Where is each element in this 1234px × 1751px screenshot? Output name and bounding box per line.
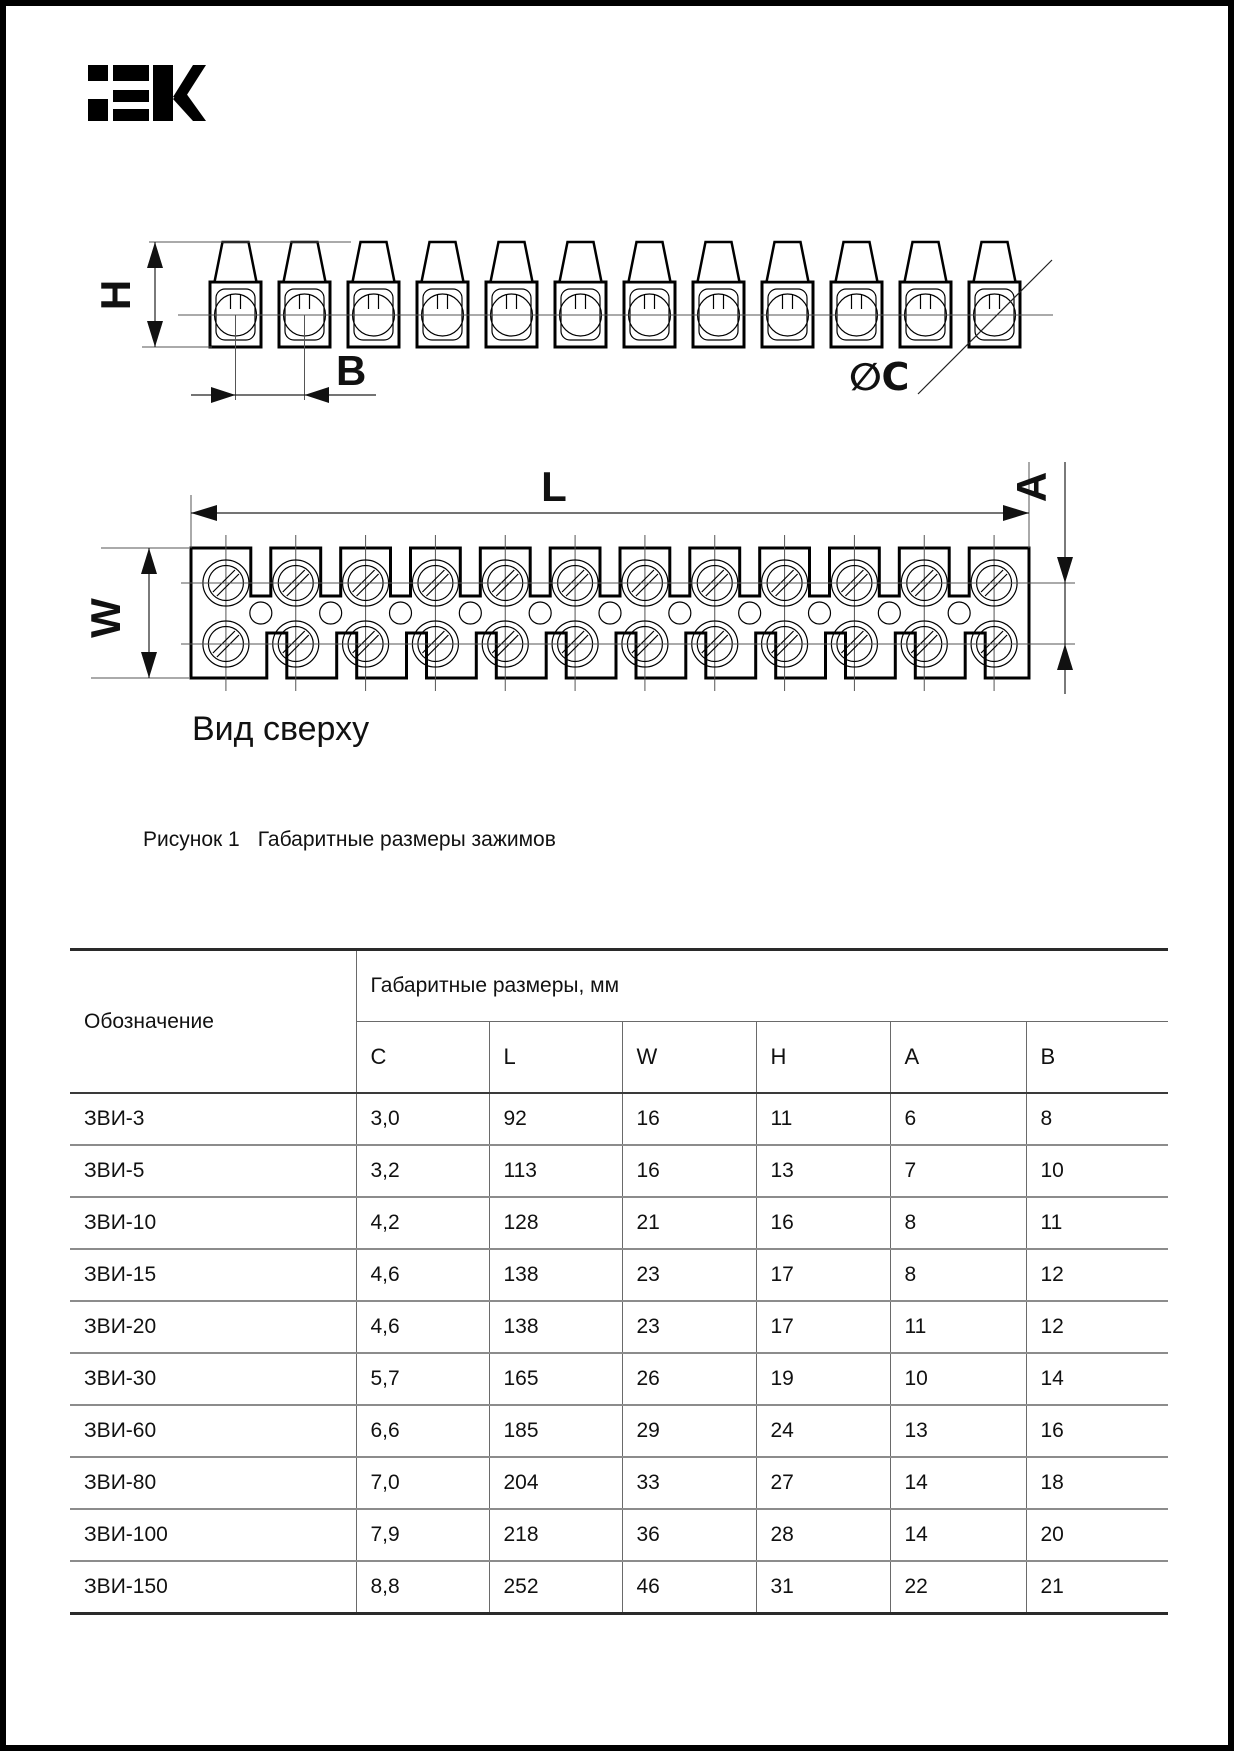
label-diameter-C: ∅C [849,355,910,399]
top-view-cell [552,535,598,691]
table-row [70,1301,1168,1353]
figure-caption [143,828,556,852]
top-view-hole [390,602,412,624]
side-view-terminal [693,242,744,347]
top-view-hole [599,602,621,624]
cell-value: 31 [756,1561,890,1614]
cell-designation: ЗВИ-150 [70,1561,356,1614]
top-view-hole [529,602,551,624]
top-view-drawing [191,535,1029,691]
cell-designation: ЗВИ-3 [70,1093,356,1145]
cell-value: 20 [1026,1509,1168,1561]
cell-value: 29 [622,1405,756,1457]
cell-value: 23 [622,1249,756,1301]
table-row [70,1197,1168,1249]
cell-value: 18 [1026,1457,1168,1509]
cell-value: 92 [489,1093,622,1145]
top-view-cell [762,535,808,691]
cell-value: 17 [756,1249,890,1301]
cell-value: 27 [756,1457,890,1509]
cell-designation: ЗВИ-80 [70,1457,356,1509]
cell-value: 22 [890,1561,1026,1614]
side-view-terminal [348,242,399,347]
cell-designation: ЗВИ-30 [70,1353,356,1405]
cell-value: 46 [622,1561,756,1614]
cell-value: 4,6 [356,1249,489,1301]
top-view-hole [809,602,831,624]
cell-value: 7,9 [356,1509,489,1561]
cell-value: 6 [890,1093,1026,1145]
top-view-cell [901,535,947,691]
cell-value: 6,6 [356,1405,489,1457]
cell-value: 128 [489,1197,622,1249]
cell-designation: ЗВИ-10 [70,1197,356,1249]
cell-value: 36 [622,1509,756,1561]
top-view-cell [412,535,458,691]
iek-logo [82,63,207,125]
top-view-cell [273,535,319,691]
cell-value: 10 [890,1353,1026,1405]
header-dimensions-group: Габаритные размеры, мм [356,950,1168,1022]
side-view-terminal [762,242,813,347]
cell-value: 26 [622,1353,756,1405]
cell-value: 113 [489,1145,622,1197]
cell-value: 204 [489,1457,622,1509]
cell-value: 23 [622,1301,756,1353]
cell-designation: ЗВИ-15 [70,1249,356,1301]
table-row [70,1353,1168,1405]
side-view-terminal [486,242,537,347]
side-view-terminal [417,242,468,347]
cell-value: 8 [890,1249,1026,1301]
table-row [70,1145,1168,1197]
dimensions-table [70,948,1168,1615]
header-dim-C: C [356,1022,489,1094]
cell-value: 13 [890,1405,1026,1457]
header-dim-B: B [1026,1022,1168,1094]
cell-value: 218 [489,1509,622,1561]
table-row [70,1509,1168,1561]
cell-value: 17 [756,1301,890,1353]
table-row [70,1405,1168,1457]
top-view-cell [622,535,668,691]
side-view-terminal [900,242,951,347]
top-view-cell [203,535,249,691]
cell-value: 14 [890,1457,1026,1509]
cell-value: 8,8 [356,1561,489,1614]
cell-value: 7,0 [356,1457,489,1509]
cell-value: 21 [1026,1561,1168,1614]
cell-value: 138 [489,1249,622,1301]
top-view-hole [459,602,481,624]
cell-value: 33 [622,1457,756,1509]
cell-value: 16 [1026,1405,1168,1457]
side-view-drawing [210,242,1020,347]
table-header-row [70,950,1168,1022]
header-dim-L: L [489,1022,622,1094]
cell-value: 7 [890,1145,1026,1197]
cell-value: 28 [756,1509,890,1561]
label-W: W [82,598,129,638]
top-view-cell [482,535,528,691]
cell-value: 5,7 [356,1353,489,1405]
label-H: H [92,279,139,311]
cell-designation: ЗВИ-5 [70,1145,356,1197]
cell-designation: ЗВИ-20 [70,1301,356,1353]
table-row [70,1249,1168,1301]
label-A: A [1008,471,1055,503]
table-row [70,1093,1168,1145]
top-view-cell [343,535,389,691]
top-view-hole [878,602,900,624]
cell-value: 14 [890,1509,1026,1561]
side-view-terminal [969,242,1020,347]
dimension-L [191,462,1029,548]
top-view-outline [191,548,1029,678]
cell-value: 3,0 [356,1093,489,1145]
cell-value: 14 [1026,1353,1168,1405]
label-L: L [541,463,567,510]
header-dim-W: W [622,1022,756,1094]
cell-value: 4,2 [356,1197,489,1249]
top-view-cell [971,535,1017,691]
top-view-cell [692,535,738,691]
cell-value: 11 [890,1301,1026,1353]
cell-value: 11 [756,1093,890,1145]
cell-value: 3,2 [356,1145,489,1197]
figure-caption-number: Рисунок 1 [143,828,240,851]
cell-value: 13 [756,1145,890,1197]
table-row [70,1561,1168,1614]
side-view-terminal [831,242,882,347]
cell-value: 16 [622,1145,756,1197]
label-B: B [336,347,367,394]
top-view-hole [250,602,272,624]
dimension-A [1008,462,1073,694]
cell-value: 12 [1026,1249,1168,1301]
top-view-caption: Вид сверху [192,710,370,748]
dimension-W [82,548,189,678]
side-view-terminal [555,242,606,347]
cell-value: 16 [756,1197,890,1249]
header-dim-A: A [890,1022,1026,1094]
cell-value: 21 [622,1197,756,1249]
cell-value: 165 [489,1353,622,1405]
cell-value: 4,6 [356,1301,489,1353]
cell-value: 16 [622,1093,756,1145]
header-designation: Обозначение [70,950,356,1094]
table-row [70,1457,1168,1509]
top-view-hole [948,602,970,624]
cell-value: 8 [890,1197,1026,1249]
cell-value: 185 [489,1405,622,1457]
header-dim-H: H [756,1022,890,1094]
cell-value: 11 [1026,1197,1168,1249]
top-view-hole [669,602,691,624]
top-view-hole [320,602,342,624]
top-view-hole [739,602,761,624]
cell-value: 8 [1026,1093,1168,1145]
figure-caption-text: Габаритные размеры зажимов [257,828,556,851]
side-view-terminal [624,242,675,347]
cell-value: 24 [756,1405,890,1457]
cell-value: 10 [1026,1145,1168,1197]
cell-designation: ЗВИ-100 [70,1509,356,1561]
cell-value: 19 [756,1353,890,1405]
cell-value: 138 [489,1301,622,1353]
cell-value: 252 [489,1561,622,1614]
cell-designation: ЗВИ-60 [70,1405,356,1457]
cell-value: 12 [1026,1301,1168,1353]
top-view-cell [831,535,877,691]
